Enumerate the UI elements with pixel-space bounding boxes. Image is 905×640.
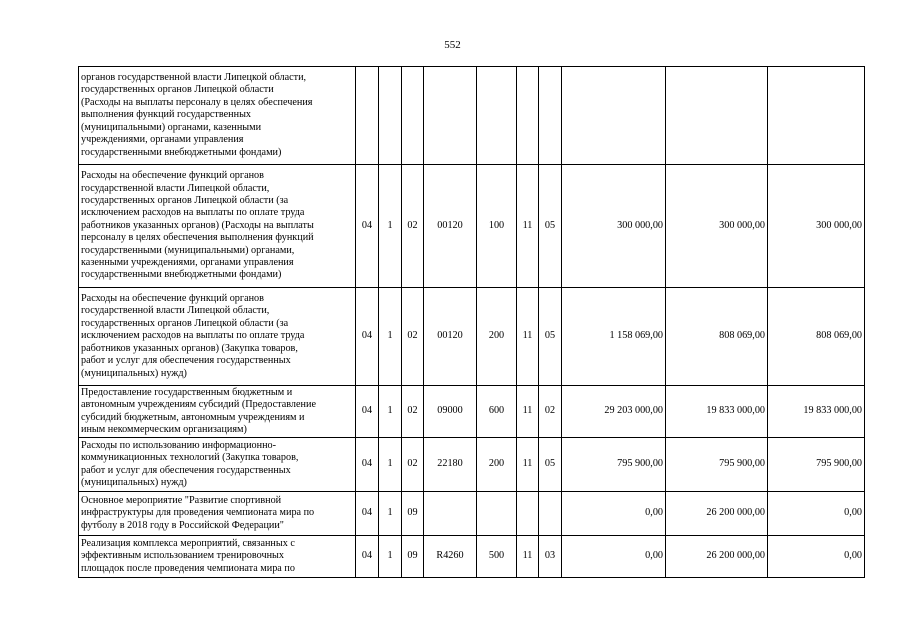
description-line: персоналу в целях обеспечения выполнения функций — [81, 232, 314, 244]
target-item-code: 00120 — [424, 165, 477, 288]
description-line: автономным учреждениям субсидий (Предоставление — [81, 399, 316, 411]
amount-col-3: 808 069,00 — [768, 288, 865, 386]
subsection-code: 05 — [539, 165, 562, 288]
target-item-code — [424, 67, 477, 165]
program-code: 1 — [379, 536, 402, 578]
target-item-code: R4260 — [424, 536, 477, 578]
amount-col-3: 0,00 — [768, 492, 865, 536]
subsection-code: 02 — [539, 386, 562, 438]
amount-col-3 — [768, 67, 865, 165]
expense-type-code: 200 — [477, 438, 517, 492]
description-line: субсидий бюджетным, автономным учреждениям и — [81, 411, 305, 423]
amount-col-1: 0,00 — [562, 536, 666, 578]
description-line: государственными (муниципальными) органами, — [81, 244, 295, 256]
description-line: (муниципальных) нужд) — [81, 367, 187, 379]
section-code: 11 — [517, 438, 539, 492]
description-line: государственной власти Липецкой области, — [81, 182, 270, 194]
row-description — [79, 492, 356, 536]
description-line: площадок после проведения чемпионата мира по — [81, 562, 295, 574]
description-line: Основное мероприятие "Развитие спортивной — [81, 494, 282, 506]
target-item-code: 00120 — [424, 288, 477, 386]
subprogram-code: 02 — [402, 165, 424, 288]
row-description — [79, 165, 356, 288]
table-row — [79, 386, 865, 438]
chapter-code: 04 — [356, 492, 379, 536]
amount-col-1: 795 900,00 — [562, 438, 666, 492]
description-line: государственных органов Липецкой области (за — [81, 194, 289, 206]
section-code: 11 — [517, 288, 539, 386]
table-row — [79, 536, 865, 578]
subsection-code — [539, 67, 562, 165]
description-line: учреждениями, органами управления — [81, 134, 244, 146]
description-line: государственных органов Липецкой области — [81, 84, 274, 96]
description-line: казенными учреждениями, органами управления — [81, 257, 294, 269]
section-code: 11 — [517, 165, 539, 288]
amount-col-2: 300 000,00 — [666, 165, 768, 288]
expense-type-code — [477, 492, 517, 536]
target-item-code: 22180 — [424, 438, 477, 492]
chapter-code: 04 — [356, 386, 379, 438]
amount-col-3: 795 900,00 — [768, 438, 865, 492]
amount-col-1: 300 000,00 — [562, 165, 666, 288]
description-line: государственных органов Липецкой области (за — [81, 317, 289, 329]
program-code: 1 — [379, 438, 402, 492]
expense-type-code — [477, 67, 517, 165]
program-code — [379, 67, 402, 165]
budget-table — [78, 66, 865, 578]
target-item-code — [424, 492, 477, 536]
description-line: футболу в 2018 году в Российской Федерации" — [81, 519, 284, 531]
section-code: 11 — [517, 536, 539, 578]
expense-type-code: 100 — [477, 165, 517, 288]
amount-col-1: 29 203 000,00 — [562, 386, 666, 438]
subprogram-code: 09 — [402, 492, 424, 536]
section-code: 11 — [517, 386, 539, 438]
description-line: Расходы на обеспечение функций органов — [81, 170, 264, 182]
description-line: работников указанных органов) (Расходы на выплаты — [81, 219, 314, 231]
description-line: Расходы на обеспечение функций органов — [81, 293, 264, 305]
amount-col-3: 0,00 — [768, 536, 865, 578]
row-description — [79, 67, 356, 165]
subsection-code: 05 — [539, 438, 562, 492]
description-line: государственной власти Липецкой области, — [81, 305, 270, 317]
description-line: органов государственной власти Липецкой области, — [81, 72, 307, 84]
subprogram-code: 02 — [402, 386, 424, 438]
chapter-code — [356, 67, 379, 165]
amount-col-2 — [666, 67, 768, 165]
description-line: работ и услуг для обеспечения государственных — [81, 355, 291, 367]
program-code: 1 — [379, 386, 402, 438]
program-code: 1 — [379, 492, 402, 536]
expense-type-code: 600 — [477, 386, 517, 438]
row-description — [79, 438, 356, 492]
description-line: инфраструктуры для проведения чемпионата мира по — [81, 507, 315, 519]
table-row — [79, 165, 865, 288]
chapter-code: 04 — [356, 288, 379, 386]
page-number: 552 — [444, 39, 461, 51]
subprogram-code — [402, 67, 424, 165]
subprogram-code: 09 — [402, 536, 424, 578]
amount-col-2: 795 900,00 — [666, 438, 768, 492]
amount-col-2: 808 069,00 — [666, 288, 768, 386]
description-line: (муниципальных) нужд) — [81, 476, 187, 488]
subsection-code: 05 — [539, 288, 562, 386]
subprogram-code: 02 — [402, 288, 424, 386]
expense-type-code: 200 — [477, 288, 517, 386]
amount-col-2: 26 200 000,00 — [666, 536, 768, 578]
subsection-code — [539, 492, 562, 536]
description-line: иным некоммерческим организациям) — [81, 423, 247, 435]
description-line: исключением расходов на выплаты по оплате труда — [81, 330, 305, 342]
amount-col-1: 1 158 069,00 — [562, 288, 666, 386]
amount-col-1 — [562, 67, 666, 165]
row-description — [79, 386, 356, 438]
description-line: исключением расходов на выплаты по оплате труда — [81, 207, 305, 219]
description-line: эффективным использованием тренировочных — [81, 550, 284, 562]
section-code — [517, 67, 539, 165]
program-code: 1 — [379, 288, 402, 386]
section-code — [517, 492, 539, 536]
description-line: (Расходы на выплаты персоналу в целях обеспечения — [81, 96, 313, 108]
table-row — [79, 438, 865, 492]
row-description — [79, 536, 356, 578]
chapter-code: 04 — [356, 165, 379, 288]
amount-col-3: 19 833 000,00 — [768, 386, 865, 438]
table-row — [79, 492, 865, 536]
description-line: государственными внебюджетными фондами) — [81, 146, 282, 158]
description-line: Предоставление государственным бюджетным и — [81, 386, 293, 398]
table-row — [79, 288, 865, 386]
description-line: коммуникационных технологий (Закупка товаров, — [81, 452, 299, 464]
row-description — [79, 288, 356, 386]
target-item-code: 09000 — [424, 386, 477, 438]
description-line: выполнения функций государственных — [81, 109, 252, 121]
chapter-code: 04 — [356, 536, 379, 578]
amount-col-1: 0,00 — [562, 492, 666, 536]
amount-col-2: 26 200 000,00 — [666, 492, 768, 536]
subsection-code: 03 — [539, 536, 562, 578]
description-line: государственными внебюджетными фондами) — [81, 269, 282, 281]
subprogram-code: 02 — [402, 438, 424, 492]
amount-col-3: 300 000,00 — [768, 165, 865, 288]
table-row — [79, 67, 865, 165]
chapter-code: 04 — [356, 438, 379, 492]
description-line: Реализация комплекса мероприятий, связанных с — [81, 537, 295, 549]
expense-type-code: 500 — [477, 536, 517, 578]
description-line: работников указанных органов) (Закупка товаров, — [81, 342, 298, 354]
program-code: 1 — [379, 165, 402, 288]
description-line: работ и услуг для обеспечения государственных — [81, 464, 291, 476]
amount-col-2: 19 833 000,00 — [666, 386, 768, 438]
description-line: (муниципальными) органами, казенными — [81, 121, 262, 133]
description-line: Расходы по использованию информационно- — [81, 439, 277, 451]
